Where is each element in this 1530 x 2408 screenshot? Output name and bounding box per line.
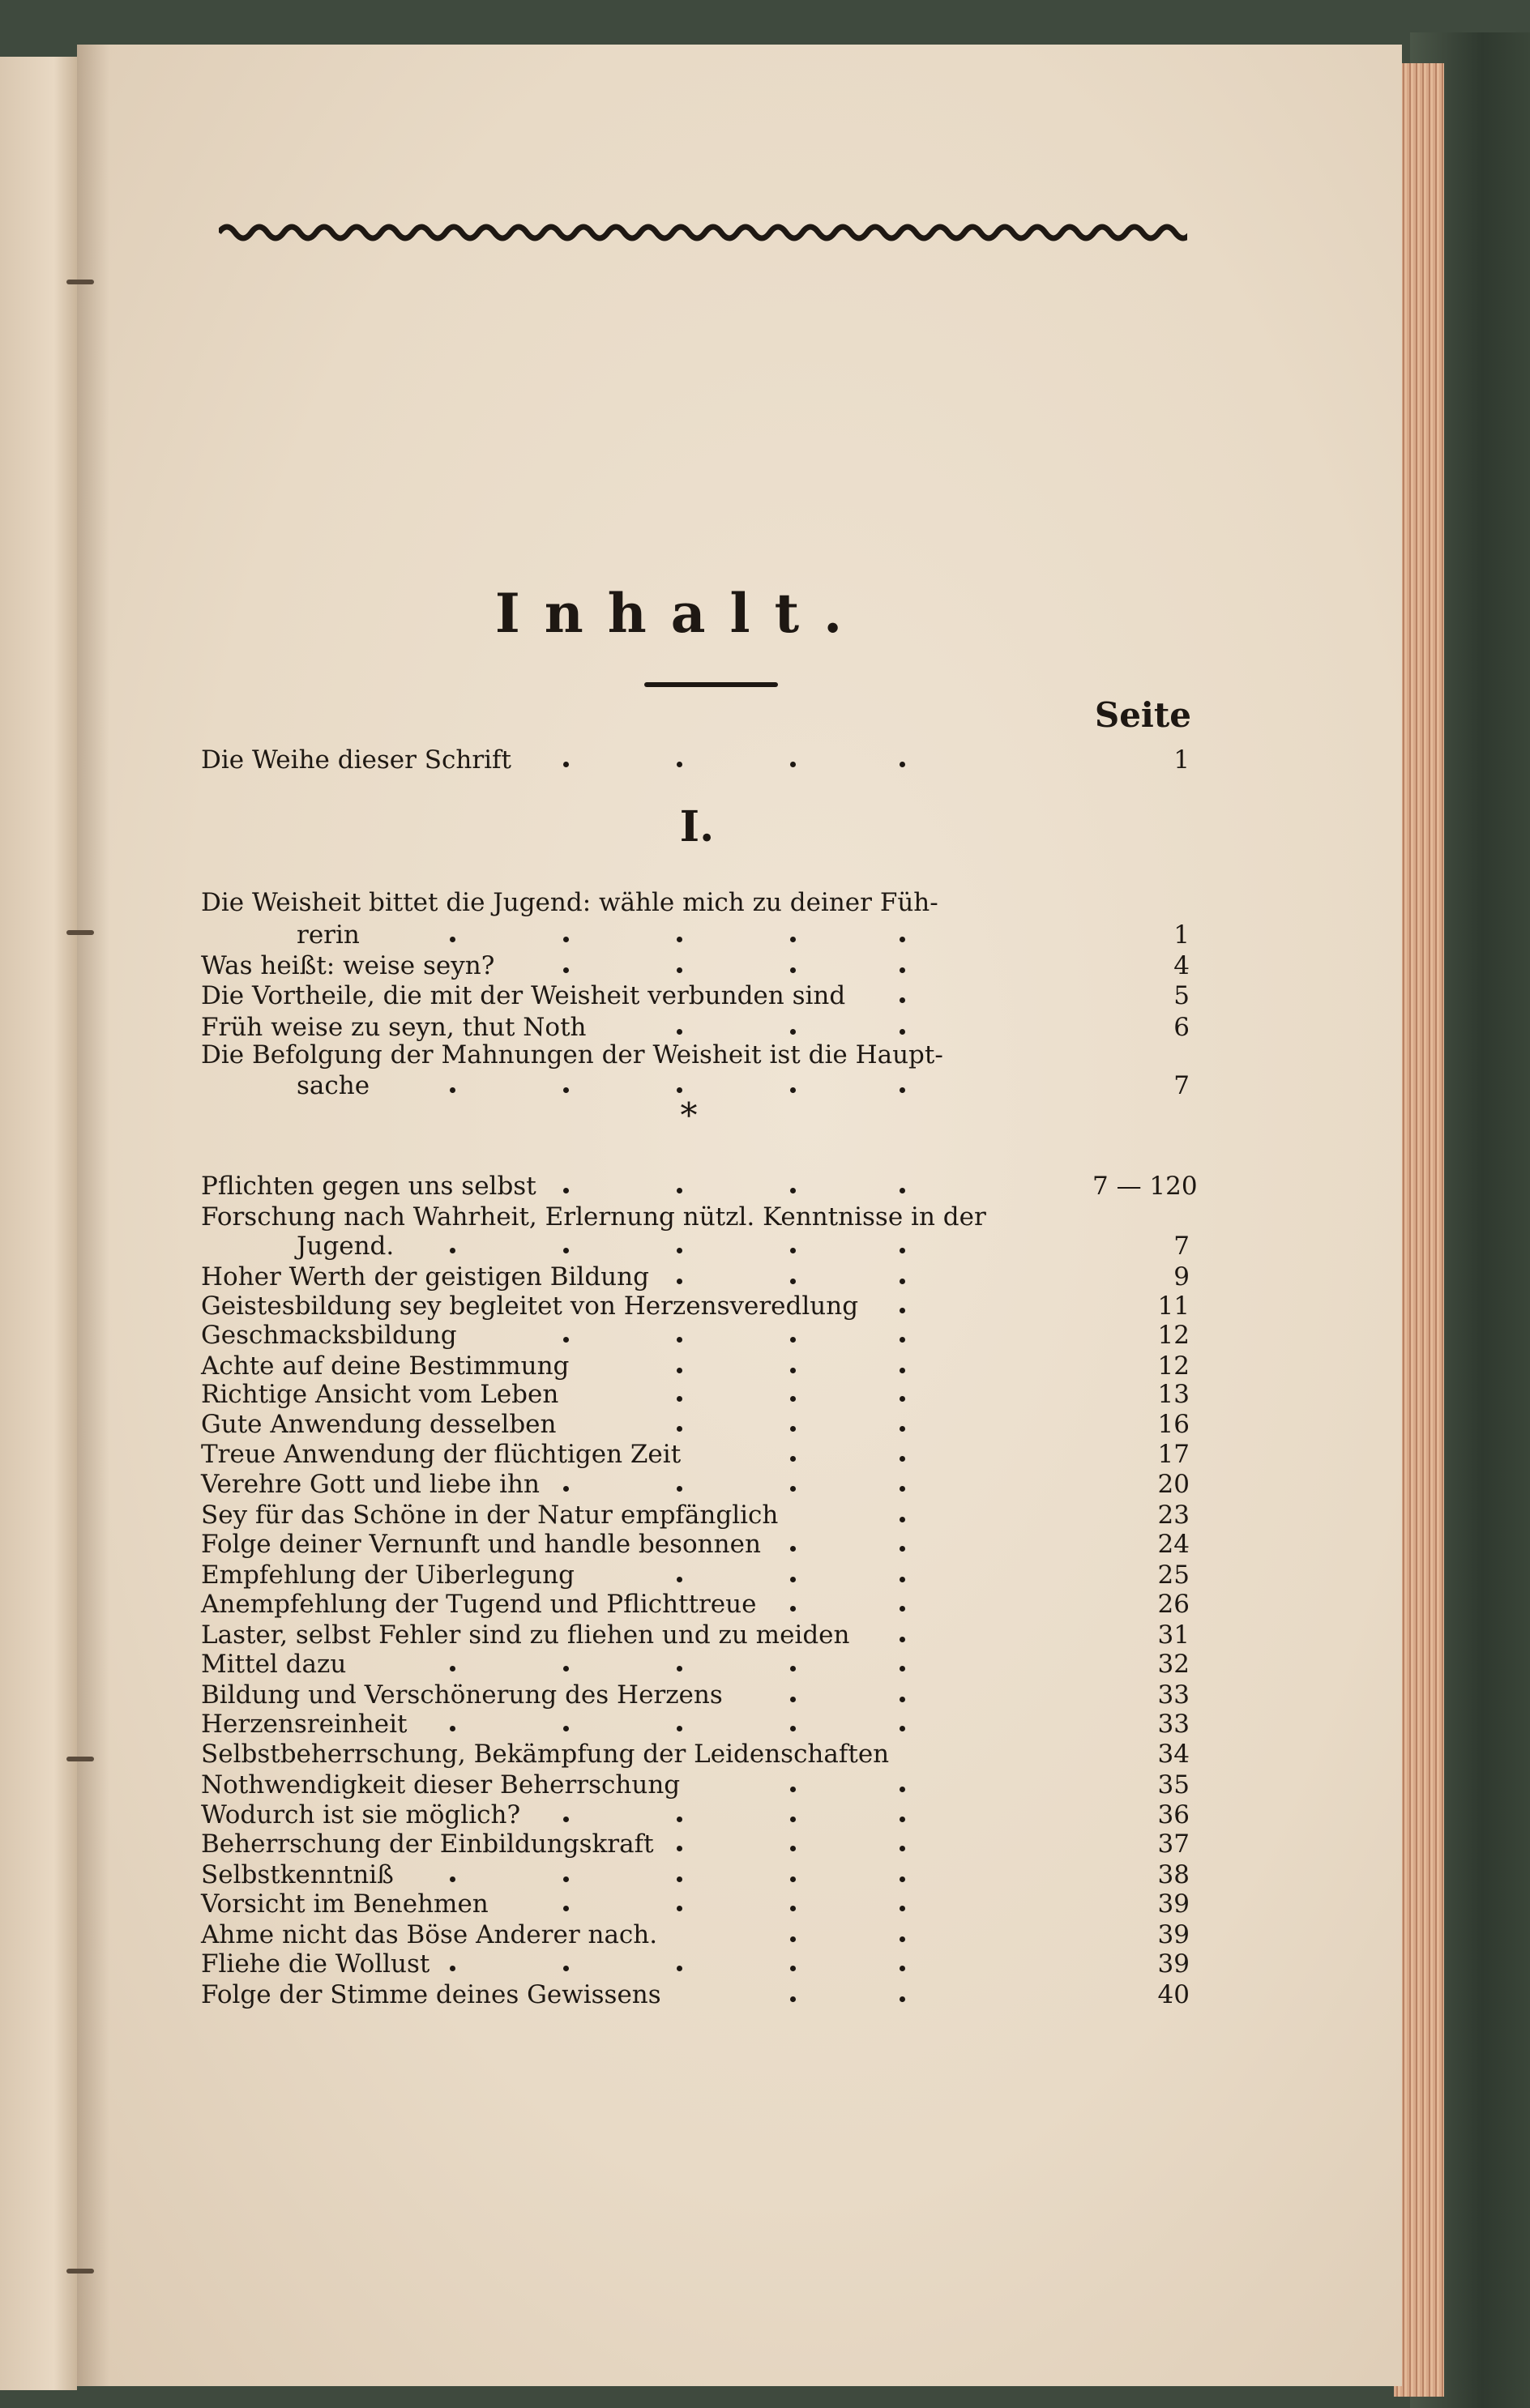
- toc-entry-page: 6: [1173, 1013, 1190, 1042]
- dot-leader: [201, 1292, 1133, 1321]
- leader-dot: [790, 1606, 796, 1612]
- dot-leader: [201, 1949, 1133, 1979]
- leader-dot: [900, 1486, 905, 1492]
- page-column-label: Seite: [1094, 695, 1191, 735]
- toc-entry-page: 40: [1157, 1980, 1190, 2009]
- toc-entry-page: 20: [1157, 1470, 1190, 1499]
- toc-entry-page: 38: [1157, 1860, 1190, 1889]
- leader-dot: [677, 1368, 682, 1373]
- leader-dot: [790, 1817, 796, 1822]
- dot-leader: [201, 981, 1133, 1010]
- facing-page-edge: [0, 57, 77, 2390]
- toc-entry-page: 24: [1157, 1530, 1190, 1559]
- leader-dot: [900, 937, 905, 942]
- toc-entry: [201, 1561, 1190, 1590]
- toc-entry: [201, 1470, 1190, 1499]
- toc-entry-title: Hoher Werth der geistigen Bildung: [201, 1262, 649, 1292]
- toc-entry-title: Wodurch ist sie möglich?: [201, 1800, 521, 1829]
- leader-dot: [790, 1846, 796, 1851]
- toc-entry-page: 32: [1157, 1650, 1190, 1679]
- toc-entry-title: Forschung nach Wahrheit, Erlernung nützl. Kenntnisse in der: [201, 1202, 986, 1232]
- leader-dot: [900, 1726, 905, 1731]
- leader-dot: [900, 1966, 905, 1971]
- leader-dot: [790, 1577, 796, 1582]
- leader-dot: [677, 1248, 682, 1253]
- dot-leader: [201, 745, 1133, 775]
- leader-dot: [677, 1726, 682, 1731]
- leader-dot: [900, 1426, 905, 1432]
- leader-dot: [900, 1577, 905, 1582]
- leader-dot: [790, 1726, 796, 1731]
- dot-leader: [201, 1530, 1133, 1559]
- leader-dot: [563, 1817, 569, 1822]
- leader-dot: [790, 1368, 796, 1373]
- leader-dot: [677, 1486, 682, 1492]
- section-marker: I.: [679, 802, 715, 852]
- leader-dot: [900, 1546, 905, 1552]
- ornament-rule: [219, 219, 1187, 246]
- leader-dot: [563, 1248, 569, 1253]
- dot-leader: [201, 1172, 1133, 1201]
- leader-dot: [563, 967, 569, 973]
- leader-dot: [677, 1577, 682, 1582]
- toc-entry-title: Laster, selbst Fehler sind zu fliehen und zu meiden: [201, 1620, 850, 1650]
- dot-leader: [201, 1470, 1133, 1499]
- leader-dot: [790, 1876, 796, 1882]
- leader-dot: [563, 937, 569, 942]
- binding-stitch: [66, 930, 94, 935]
- leader-dot: [450, 937, 455, 942]
- leader-dot: [790, 1396, 796, 1402]
- leader-dot: [563, 1087, 569, 1093]
- toc-entry: [201, 1440, 1190, 1469]
- toc-entry-page: 1: [1173, 745, 1190, 775]
- toc-entry: [201, 1800, 1190, 1829]
- leader-dot: [677, 1279, 682, 1284]
- leader-dot: [790, 937, 796, 942]
- toc-entry: [201, 1650, 1190, 1679]
- binding-stitch: [66, 280, 94, 284]
- toc-entry-title: Selbstbeherrschung, Bekämpfung der Leidenschaften: [201, 1740, 890, 1769]
- toc-entry-page: 35: [1157, 1770, 1190, 1800]
- toc-entry-title: Anempfehlung der Tugend und Pflichttreue: [201, 1590, 757, 1619]
- toc-entry-title: Achte auf deine Bestimmung: [201, 1351, 570, 1381]
- leader-dot: [790, 1996, 796, 2002]
- dot-leader: [201, 1071, 1133, 1100]
- leader-dot: [677, 1188, 682, 1193]
- leader-dot: [790, 1666, 796, 1672]
- leader-dot: [790, 1029, 796, 1035]
- leader-dot: [790, 1248, 796, 1253]
- leader-dot: [563, 1188, 569, 1193]
- leader-dot: [677, 1906, 682, 1911]
- toc-entry-title: Jugend.: [297, 1232, 395, 1261]
- dot-leader: [201, 1710, 1133, 1739]
- toc-entry-title: Die Vortheile, die mit der Weisheit verbunden sind: [201, 981, 846, 1010]
- toc-entry-page: 31: [1157, 1620, 1190, 1650]
- toc-entry: [201, 1071, 1190, 1100]
- leader-dot: [900, 1817, 905, 1822]
- leader-dot: [450, 1876, 455, 1882]
- toc-entry-page: 12: [1157, 1321, 1190, 1350]
- dot-leader: [201, 1232, 1133, 1261]
- toc-entry-page: 36: [1157, 1800, 1190, 1829]
- leader-dot: [900, 1787, 905, 1792]
- toc-entry-title: Verehre Gott und liebe ihn: [201, 1470, 540, 1499]
- leader-dot: [900, 997, 905, 1003]
- dot-leader: [201, 1013, 1133, 1042]
- dot-leader: [201, 1980, 1133, 2009]
- leader-dot: [900, 967, 905, 973]
- toc-entry: [201, 981, 1190, 1010]
- leader-dot: [563, 1666, 569, 1672]
- leader-dot: [677, 1666, 682, 1672]
- toc-entry-title: Was heißt: weise seyn?: [201, 951, 495, 980]
- dot-leader: [201, 1650, 1133, 1679]
- dot-leader: [201, 1380, 1133, 1409]
- toc-entry: [201, 745, 1190, 775]
- leader-dot: [900, 1517, 905, 1522]
- leader-dot: [900, 1248, 905, 1253]
- leader-dot: [900, 1308, 905, 1313]
- leader-dot: [900, 1029, 905, 1035]
- leader-dot: [790, 1697, 796, 1702]
- dot-leader: [201, 1740, 1133, 1769]
- toc-entry: [201, 1680, 1190, 1710]
- dot-leader: [201, 1351, 1133, 1381]
- toc-entry: [201, 951, 1190, 980]
- toc-entry-title: Selbstkenntniß: [201, 1860, 394, 1889]
- gutter-shadow: [77, 45, 109, 2386]
- leader-dot: [900, 1936, 905, 1942]
- toc-entry-title: rerin: [297, 920, 360, 950]
- toc-entry: [201, 920, 1190, 950]
- toc-entry-title: Richtige Ansicht vom Leben: [201, 1380, 559, 1409]
- toc-entry: [201, 1013, 1190, 1042]
- toc-entry-page: 34: [1157, 1740, 1190, 1769]
- toc-entry: [201, 1530, 1190, 1559]
- toc-entry-title: Fliehe die Wollust: [201, 1949, 430, 1979]
- leader-dot: [900, 1279, 905, 1284]
- toc-entry-page: 7: [1173, 1071, 1190, 1100]
- toc-entry: [201, 1889, 1190, 1919]
- toc-entry-page: 1: [1173, 920, 1190, 950]
- toc-entry-page: 9: [1173, 1262, 1190, 1292]
- toc-entry: [201, 1040, 1190, 1070]
- toc-entry-page: 7 — 120: [1092, 1172, 1198, 1201]
- dot-leader: [201, 1321, 1133, 1350]
- toc-entry-title: Folge der Stimme deines Gewissens: [201, 1980, 661, 2009]
- toc-entry-title: Mittel dazu: [201, 1650, 347, 1679]
- toc-entry: [201, 1980, 1190, 2009]
- dot-leader: [201, 1800, 1133, 1829]
- toc-entry: [201, 1501, 1190, 1530]
- toc-entry: [201, 1860, 1190, 1889]
- leader-dot: [900, 1846, 905, 1851]
- leader-dot: [900, 1188, 905, 1193]
- toc-entry: [201, 1949, 1190, 1979]
- leader-dot: [790, 1486, 796, 1492]
- toc-entry: [201, 1740, 1190, 1769]
- toc-entry-title: Gute Anwendung desselben: [201, 1410, 557, 1439]
- leader-dot: [900, 1337, 905, 1343]
- toc-entry: [201, 1590, 1190, 1619]
- leader-dot: [790, 1279, 796, 1284]
- toc-entry: [201, 1620, 1190, 1650]
- dot-leader: [201, 1262, 1133, 1292]
- leader-dot: [790, 1546, 796, 1552]
- toc-entry: [201, 1380, 1190, 1409]
- toc-entry: [201, 1172, 1198, 1201]
- leader-dot: [790, 1087, 796, 1093]
- leader-dot: [900, 1876, 905, 1882]
- toc-entry-title: Nothwendigkeit dieser Beherrschung: [201, 1770, 681, 1800]
- toc-entry: [201, 1829, 1190, 1859]
- leader-dot: [900, 1606, 905, 1612]
- toc-entry-title: Die Weihe dieser Schrift: [201, 745, 511, 775]
- toc-entry-page: 17: [1157, 1440, 1190, 1469]
- leader-dot: [790, 1456, 796, 1462]
- toc-entry-title: Treue Anwendung der flüchtigen Zeit: [201, 1440, 682, 1469]
- leader-dot: [900, 1996, 905, 2002]
- toc-entry-title: sache: [297, 1071, 370, 1100]
- leader-dot: [450, 1087, 455, 1093]
- toc-entry: [201, 888, 1190, 917]
- section-divider: *: [680, 1095, 698, 1135]
- leader-dot: [900, 1368, 905, 1373]
- toc-entry-title: Früh weise zu seyn, thut Noth: [201, 1013, 587, 1042]
- leader-dot: [900, 1396, 905, 1402]
- dot-leader: [201, 1770, 1133, 1800]
- leader-dot: [900, 1666, 905, 1672]
- leader-dot: [677, 1087, 682, 1093]
- toc-entry: [201, 1710, 1190, 1739]
- dot-leader: [201, 1620, 1133, 1650]
- toc-entry: [201, 1321, 1190, 1350]
- leader-dot: [450, 1248, 455, 1253]
- toc-entry-title: Die Weisheit bittet die Jugend: wähle mich zu deiner Füh-: [201, 888, 938, 917]
- toc-entry: [201, 1262, 1190, 1292]
- toc-entry-title: Ahme nicht das Böse Anderer nach.: [201, 1920, 658, 1949]
- leader-dot: [677, 967, 682, 973]
- leader-dot: [790, 1337, 796, 1343]
- dot-leader: [201, 1680, 1133, 1710]
- leader-dot: [677, 1396, 682, 1402]
- binding-stitch: [66, 1757, 94, 1761]
- toc-entry-title: Beherrschung der Einbildungskraft: [201, 1829, 654, 1859]
- toc-entry-page: 39: [1157, 1889, 1190, 1919]
- leader-dot: [450, 1966, 455, 1971]
- dot-leader: [201, 1829, 1133, 1859]
- toc-entry-page: 33: [1157, 1710, 1190, 1739]
- dot-leader: [201, 1889, 1133, 1919]
- dot-leader: [201, 1440, 1133, 1469]
- leader-dot: [677, 1846, 682, 1851]
- leader-dot: [900, 1906, 905, 1911]
- toc-entry: [201, 1920, 1190, 1949]
- toc-entry: [201, 1292, 1190, 1321]
- toc-entry-title: Herzensreinheit: [201, 1710, 408, 1739]
- toc-entry-page: 4: [1173, 951, 1190, 980]
- leader-dot: [563, 1337, 569, 1343]
- leader-dot: [790, 1936, 796, 1942]
- dot-leader: [201, 1920, 1133, 1949]
- toc-entry-page: 39: [1157, 1920, 1190, 1949]
- leader-dot: [677, 762, 682, 767]
- leader-dot: [450, 1666, 455, 1672]
- toc-entry-page: 13: [1157, 1380, 1190, 1409]
- toc-entry-title: Sey für das Schöne in der Natur empfänglich: [201, 1501, 779, 1530]
- leader-dot: [900, 1087, 905, 1093]
- leader-dot: [677, 1029, 682, 1035]
- leader-dot: [563, 762, 569, 767]
- toc-entry-page: 37: [1157, 1829, 1190, 1859]
- toc-entry-page: 23: [1157, 1501, 1190, 1530]
- leader-dot: [900, 1697, 905, 1702]
- leader-dot: [563, 1726, 569, 1731]
- toc-entry-title: Geschmacksbildung: [201, 1321, 457, 1350]
- leader-dot: [677, 1426, 682, 1432]
- toc-entry-title: Geistesbildung sey begleitet von Herzensveredlung: [201, 1292, 859, 1321]
- dot-leader: [201, 1561, 1133, 1590]
- dot-leader: [201, 1860, 1133, 1889]
- leader-dot: [563, 1966, 569, 1971]
- leader-dot: [677, 937, 682, 942]
- binding-stitch: [66, 2269, 94, 2274]
- leader-dot: [677, 1966, 682, 1971]
- toc-entry: [201, 1770, 1190, 1800]
- leader-dot: [677, 1817, 682, 1822]
- leader-dot: [563, 1876, 569, 1882]
- toc-entry-page: 33: [1157, 1680, 1190, 1710]
- toc-entry-title: Bildung und Verschönerung des Herzens: [201, 1680, 723, 1710]
- toc-entry: [201, 1410, 1190, 1439]
- toc-entry-page: 16: [1157, 1410, 1190, 1439]
- page-title: Inhalt.: [494, 582, 867, 645]
- toc-entry-page: 5: [1173, 981, 1190, 1010]
- toc-entry: [201, 1232, 1190, 1261]
- toc-entry: [201, 1351, 1190, 1381]
- leader-dot: [563, 1906, 569, 1911]
- leader-dot: [677, 1876, 682, 1882]
- leader-dot: [790, 1787, 796, 1792]
- toc-entry-page: 26: [1157, 1590, 1190, 1619]
- leader-dot: [790, 1966, 796, 1971]
- dot-leader: [201, 1501, 1133, 1530]
- leader-dot: [790, 762, 796, 767]
- leader-dot: [900, 762, 905, 767]
- dot-leader: [201, 1410, 1133, 1439]
- toc-entry-page: 7: [1173, 1232, 1190, 1261]
- toc-entry-title: Vorsicht im Benehmen: [201, 1889, 489, 1919]
- toc-entry: [201, 1202, 1190, 1232]
- leader-dot: [563, 1486, 569, 1492]
- toc-entry-page: 39: [1157, 1949, 1190, 1979]
- leader-dot: [677, 1337, 682, 1343]
- leader-dot: [790, 967, 796, 973]
- toc-entry-page: 11: [1157, 1292, 1190, 1321]
- dot-leader: [201, 920, 1133, 950]
- leader-dot: [900, 1637, 905, 1642]
- toc-entry-title: Die Befolgung der Mahnungen der Weisheit ist die Haupt-: [201, 1040, 943, 1070]
- leader-dot: [450, 1726, 455, 1731]
- dot-leader: [201, 1590, 1133, 1619]
- title-rule: [644, 682, 778, 687]
- leader-dot: [790, 1906, 796, 1911]
- leader-dot: [790, 1188, 796, 1193]
- leader-dot: [900, 1456, 905, 1462]
- toc-entry-title: Pflichten gegen uns selbst: [201, 1172, 536, 1201]
- toc-entry-page: 25: [1157, 1561, 1190, 1590]
- toc-entry-page: 12: [1157, 1351, 1190, 1381]
- toc-entry-title: Folge deiner Vernunft und handle besonnen: [201, 1530, 761, 1559]
- leader-dot: [790, 1426, 796, 1432]
- dot-leader: [201, 951, 1133, 980]
- toc-entry-title: Empfehlung der Uiberlegung: [201, 1561, 575, 1590]
